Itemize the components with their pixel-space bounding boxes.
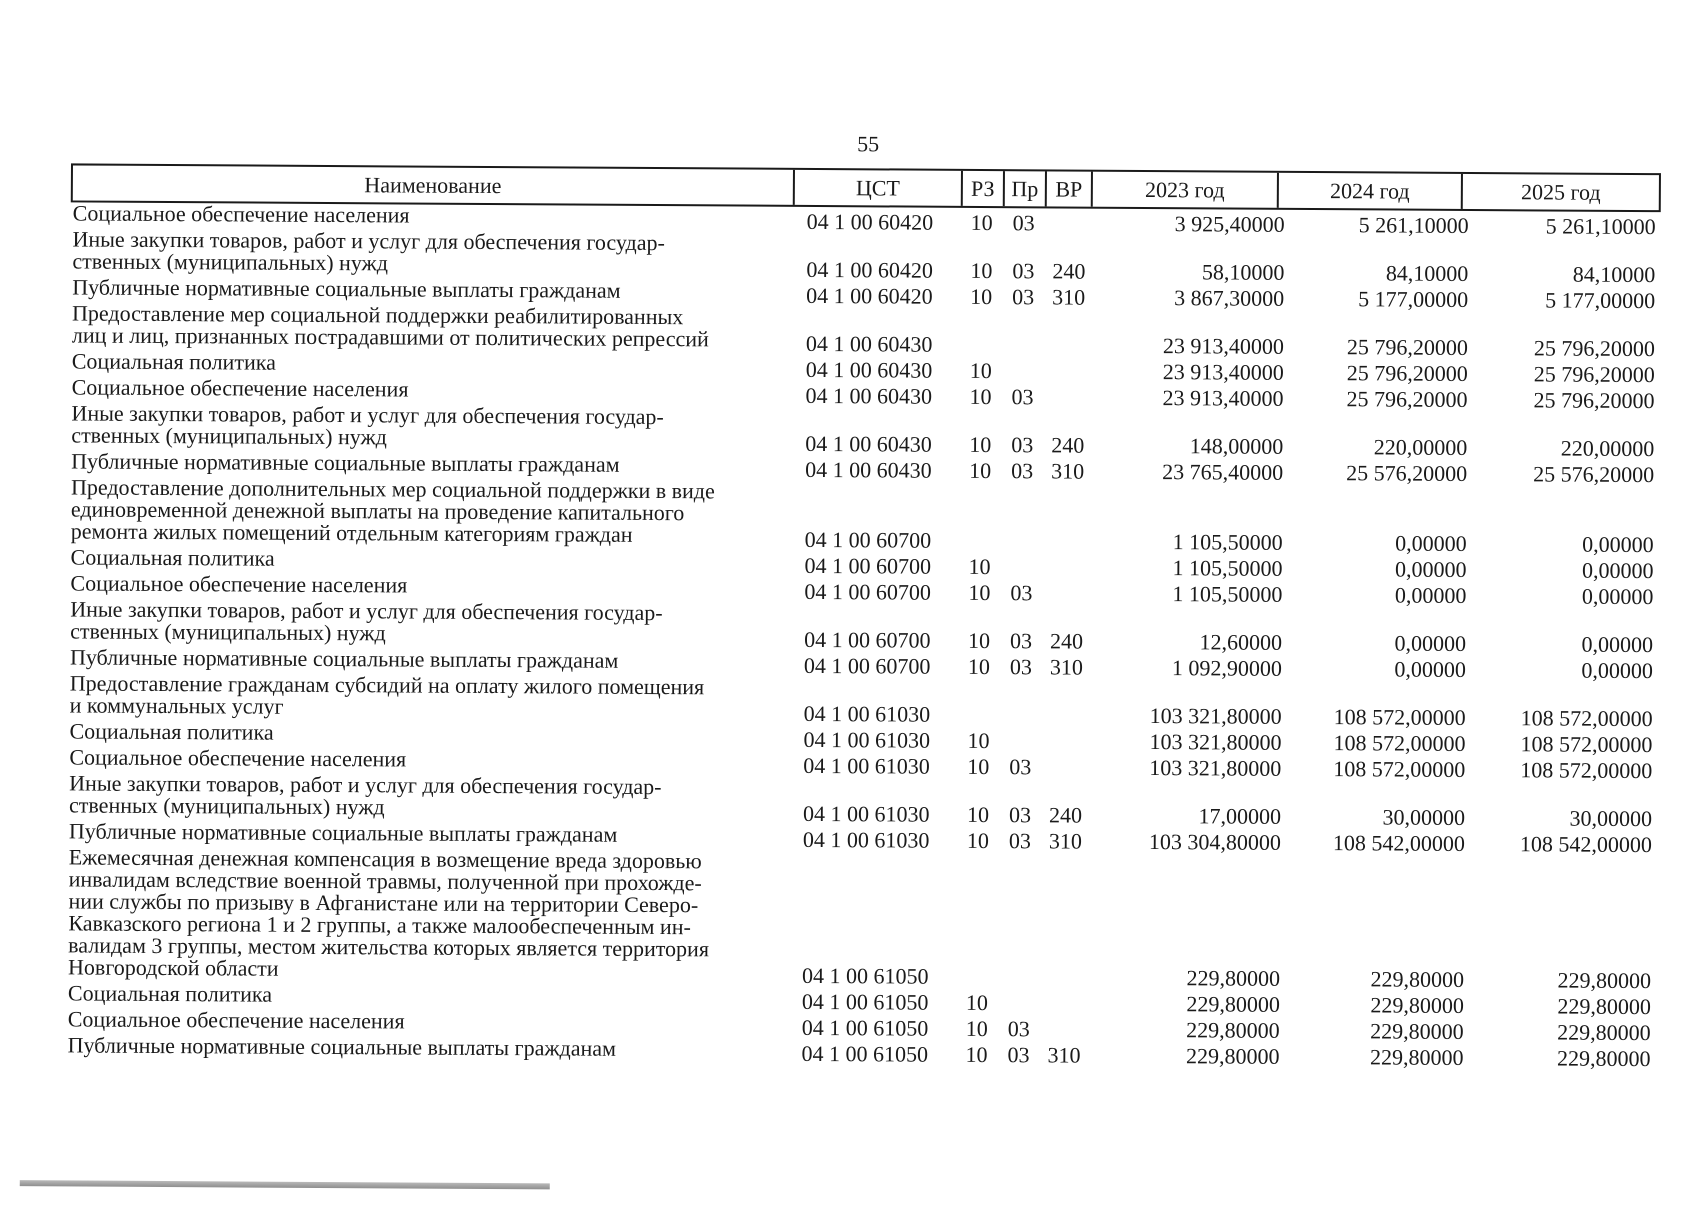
row-name-line: Социальное обеспечение населения <box>71 374 409 402</box>
row-value-2024: 0,00000 <box>1394 630 1467 656</box>
row-value-2023: 1 105,50000 <box>1172 529 1283 555</box>
table-row <box>0 596 1691 658</box>
row-cst: 04 1 00 60700 <box>804 626 931 653</box>
row-value-2025: 229,80000 <box>1557 1019 1651 1046</box>
row-pr: 03 <box>1007 1042 1030 1068</box>
row-rz: 10 <box>969 383 992 410</box>
row-cst: 04 1 00 61030 <box>802 826 930 853</box>
row-value-2024: 229,80000 <box>1370 1018 1464 1044</box>
row-name-line: лиц и лиц, признанных пострадавшими от политических репрессий <box>71 322 709 352</box>
row-value-2024: 229,80000 <box>1370 992 1464 1018</box>
row-cst: 04 1 00 60430 <box>805 356 933 383</box>
row-name-line: Ежемесячная денежная компенсация в возмещение вреда здоровью <box>68 844 702 874</box>
row-pr: 03 <box>1008 828 1031 854</box>
row-name-line: Публичные нормативные социальные выплаты гражданам <box>69 644 619 673</box>
row-vr: 240 <box>1048 802 1083 828</box>
row-name-line: ственных (муниципальных) нужд <box>72 248 389 276</box>
row-value-2023: 103 321,80000 <box>1149 703 1282 729</box>
row-name-line: ственных (муниципальных) нужд <box>71 422 387 450</box>
header-rz: РЗ <box>961 171 1003 206</box>
row-value-2024: 108 572,00000 <box>1333 704 1466 730</box>
row-value-2023: 103 321,80000 <box>1149 755 1282 781</box>
row-value-2024: 108 572,00000 <box>1333 730 1466 756</box>
row-pr: 03 <box>1007 1016 1030 1042</box>
row-name-line: инвалидам вследствие военной травмы, полученной при прохожде- <box>68 866 702 896</box>
row-rz: 10 <box>970 257 993 284</box>
row-cst: 04 1 00 60430 <box>805 430 932 457</box>
row-value-2024: 84,10000 <box>1385 260 1469 286</box>
row-name-line: Иные закупки товаров, работ и услуг для обеспечения государ- <box>70 596 663 626</box>
row-value-2023: 58,10000 <box>1201 259 1285 285</box>
row-cst: 04 1 00 60700 <box>804 578 931 605</box>
row-rz: 10 <box>969 431 992 458</box>
row-vr: 310 <box>1052 284 1086 310</box>
row-rz: 10 <box>967 653 991 680</box>
row-name-line: Иные закупки товаров, работ и услуг для обеспечения государ- <box>72 226 665 256</box>
row-cst: 04 1 00 60420 <box>806 208 934 235</box>
row-name-line: Иные закупки товаров, работ и услуг для обеспечения государ- <box>71 400 664 430</box>
row-rz: 10 <box>968 627 991 654</box>
row-name-line: Публичные нормативные социальные выплаты гражданам <box>68 818 618 847</box>
row-name-line: Предоставление дополнительных мер социальной поддержки в виде <box>70 474 715 504</box>
row-pr: 03 <box>1009 754 1032 780</box>
row-pr: 03 <box>1011 458 1034 484</box>
row-cst: 04 1 00 61030 <box>803 726 931 753</box>
row-vr: 310 <box>1048 828 1082 854</box>
row-value-2025: 229,80000 <box>1557 967 1652 994</box>
row-vr: 240 <box>1050 628 1084 654</box>
row-rz: 10 <box>970 209 993 236</box>
row-value-2023: 3 867,30000 <box>1174 285 1285 311</box>
row-name-line: Социальная политика <box>69 718 274 745</box>
row-value-2025: 220,00000 <box>1560 435 1655 462</box>
row-value-2023: 103 321,80000 <box>1149 729 1282 755</box>
row-name-line: Публичные нормативные социальные выплаты гражданам <box>71 448 620 477</box>
row-value-2025: 108 572,00000 <box>1520 731 1653 758</box>
row-pr: 03 <box>1011 432 1034 458</box>
header-2025: 2025 год <box>1461 174 1659 210</box>
row-value-2024: 0,00000 <box>1395 530 1467 556</box>
row-value-2023: 229,80000 <box>1185 1043 1280 1069</box>
row-pr: 03 <box>1010 580 1033 606</box>
row-value-2023: 23 913,40000 <box>1162 385 1284 411</box>
header-pr: Пр <box>1003 171 1045 206</box>
row-vr: 310 <box>1049 654 1084 680</box>
row-rz: 10 <box>967 753 990 780</box>
row-value-2023: 12,60000 <box>1199 629 1283 655</box>
row-value-2023: 229,80000 <box>1186 1017 1280 1043</box>
row-name-line: Предоставление мер социальной поддержки реабилитированных <box>72 300 684 330</box>
row-name-line: Социальное обеспечение населения <box>69 744 407 772</box>
row-cst: 04 1 00 61030 <box>803 700 931 727</box>
row-cst: 04 1 00 60430 <box>805 456 932 483</box>
row-value-2023: 103 304,80000 <box>1148 829 1281 855</box>
row-value-2024: 0,00000 <box>1394 556 1467 582</box>
row-cst: 04 1 00 60430 <box>805 330 933 357</box>
row-vr: 310 <box>1047 1042 1081 1068</box>
row-value-2025: 0,00000 <box>1581 657 1654 684</box>
row-value-2025: 0,00000 <box>1581 557 1654 584</box>
row-name-line: Социальная политика <box>71 348 276 375</box>
row-value-2024: 108 572,00000 <box>1333 756 1466 782</box>
row-value-2023: 3 925,40000 <box>1174 211 1285 237</box>
row-cst: 04 1 00 60420 <box>806 256 933 283</box>
row-cst: 04 1 00 61050 <box>801 1014 929 1041</box>
row-value-2024: 0,00000 <box>1394 656 1467 682</box>
row-value-2025: 25 796,20000 <box>1533 335 1655 362</box>
row-value-2025: 229,80000 <box>1557 993 1651 1020</box>
row-value-2023: 1 105,50000 <box>1172 555 1283 581</box>
row-name-line: ственных (муниципальных) нужд <box>69 792 385 820</box>
row-value-2025: 108 572,00000 <box>1520 757 1653 784</box>
row-value-2023: 148,00000 <box>1189 433 1284 459</box>
row-value-2023: 1 105,50000 <box>1172 581 1283 607</box>
row-value-2025: 108 542,00000 <box>1519 831 1652 858</box>
row-rz: 10 <box>965 1041 988 1068</box>
row-rz: 10 <box>966 827 989 854</box>
row-value-2024: 25 576,20000 <box>1346 460 1468 486</box>
row-rz: 10 <box>968 579 991 606</box>
row-rz: 10 <box>968 553 991 580</box>
row-value-2025: 108 572,00000 <box>1520 705 1653 732</box>
row-value-2023: 23 765,40000 <box>1162 459 1284 485</box>
row-cst: 04 1 00 60700 <box>803 652 931 679</box>
row-vr: 240 <box>1051 432 1085 458</box>
row-value-2023: 229,80000 <box>1186 965 1281 991</box>
row-value-2025: 0,00000 <box>1582 531 1654 558</box>
row-cst: 04 1 00 60700 <box>804 552 932 579</box>
row-pr: 03 <box>1012 258 1035 284</box>
row-value-2023: 23 913,40000 <box>1162 333 1284 359</box>
row-name-line: Предоставление гражданам субсидий на оплату жилого помещения <box>69 670 705 700</box>
row-value-2024: 5 261,10000 <box>1358 212 1469 238</box>
row-value-2024: 5 177,00000 <box>1358 286 1469 312</box>
row-cst: 04 1 00 61050 <box>801 988 929 1015</box>
row-cst: 04 1 00 60700 <box>804 526 932 553</box>
row-name-line: нии службы по призыву в Афганистане или на территории Северо- <box>68 888 699 918</box>
row-name-line: Публичные нормативные социальные выплаты гражданам <box>72 274 621 303</box>
row-value-2025: 25 796,20000 <box>1533 387 1655 414</box>
header-cst: ЦСТ <box>793 170 961 206</box>
row-name-line: Кавказского региона 1 и 2 группы, а также малообеспеченным ин- <box>68 910 691 940</box>
row-vr: 240 <box>1052 258 1086 284</box>
row-rz: 10 <box>965 989 988 1016</box>
row-name-line: валидам 3 группы, местом жительства которых является территория <box>68 932 710 962</box>
row-value-2023: 17,00000 <box>1198 803 1282 829</box>
row-vr: 310 <box>1051 458 1085 484</box>
row-pr: 03 <box>1008 802 1032 828</box>
row-value-2024: 25 796,20000 <box>1346 386 1468 412</box>
row-rz: 10 <box>969 357 992 384</box>
row-name-line: ственных (муниципальных) нужд <box>70 618 386 646</box>
row-pr: 03 <box>1010 628 1033 654</box>
row-cst: 04 1 00 60420 <box>806 282 933 309</box>
row-value-2024: 229,80000 <box>1370 966 1465 992</box>
row-name-line: Иные закупки товаров, работ и услуг для обеспечения государ- <box>69 770 662 800</box>
row-cst: 04 1 00 61050 <box>801 962 929 989</box>
row-pr: 03 <box>1009 654 1033 680</box>
header-2023: 2023 год <box>1091 172 1277 208</box>
row-name-line: Социальная политика <box>70 544 275 571</box>
row-rz: 10 <box>970 283 993 310</box>
row-value-2025: 25 796,20000 <box>1533 361 1655 388</box>
row-rz: 10 <box>969 457 992 484</box>
row-value-2024: 30,00000 <box>1382 804 1466 830</box>
page-number: 55 <box>857 131 880 157</box>
row-value-2025: 229,80000 <box>1556 1045 1651 1072</box>
row-name-line: ремонта жилых помещений отдельным категориям граждан <box>70 518 633 547</box>
row-value-2025: 0,00000 <box>1581 583 1654 610</box>
row-value-2025: 84,10000 <box>1572 261 1656 288</box>
row-value-2025: 0,00000 <box>1581 631 1654 658</box>
row-cst: 04 1 00 61050 <box>801 1040 929 1067</box>
row-value-2025: 5 177,00000 <box>1545 287 1656 314</box>
row-rz: 10 <box>966 801 990 828</box>
row-rz: 10 <box>965 1015 988 1042</box>
row-cst: 04 1 00 61030 <box>803 752 930 779</box>
row-name-line: Социальное обеспечение населения <box>72 200 410 228</box>
row-name-line: единовременной денежной выплаты на проведение капитального <box>70 496 685 526</box>
row-value-2023: 23 913,40000 <box>1162 359 1284 385</box>
header-2024: 2024 год <box>1277 173 1461 209</box>
row-value-2024: 220,00000 <box>1373 434 1468 460</box>
row-value-2025: 5 261,10000 <box>1545 213 1656 240</box>
header-vr: ВР <box>1045 171 1091 206</box>
row-value-2024: 108 542,00000 <box>1332 830 1465 856</box>
row-name-line: Публичные нормативные социальные выплаты гражданам <box>67 1032 617 1061</box>
row-pr: 03 <box>1011 384 1034 410</box>
scan-artifact <box>20 1180 550 1189</box>
row-value-2023: 1 092,90000 <box>1171 655 1283 681</box>
row-value-2024: 25 796,20000 <box>1346 334 1468 360</box>
row-name-line: Социальное обеспечение населения <box>67 1006 405 1034</box>
row-pr: 03 <box>1012 284 1035 310</box>
row-name-line: Социальная политика <box>67 980 273 1007</box>
row-value-2025: 30,00000 <box>1569 805 1653 832</box>
row-pr: 03 <box>1012 210 1035 236</box>
row-name-line: и коммунальных услуг <box>69 692 284 719</box>
row-value-2024: 25 796,20000 <box>1346 360 1468 386</box>
row-cst: 04 1 00 60430 <box>805 382 933 409</box>
row-name-line: Социальное обеспечение населения <box>70 570 408 598</box>
row-value-2023: 229,80000 <box>1186 991 1280 1017</box>
row-value-2024: 0,00000 <box>1394 582 1467 608</box>
header-name: Наименование <box>364 171 502 198</box>
row-cst: 04 1 00 61030 <box>802 800 930 827</box>
row-name-line: Новгородской области <box>68 954 279 981</box>
row-value-2024: 229,80000 <box>1369 1044 1464 1070</box>
row-value-2025: 25 576,20000 <box>1533 461 1655 488</box>
row-rz: 10 <box>967 727 990 754</box>
